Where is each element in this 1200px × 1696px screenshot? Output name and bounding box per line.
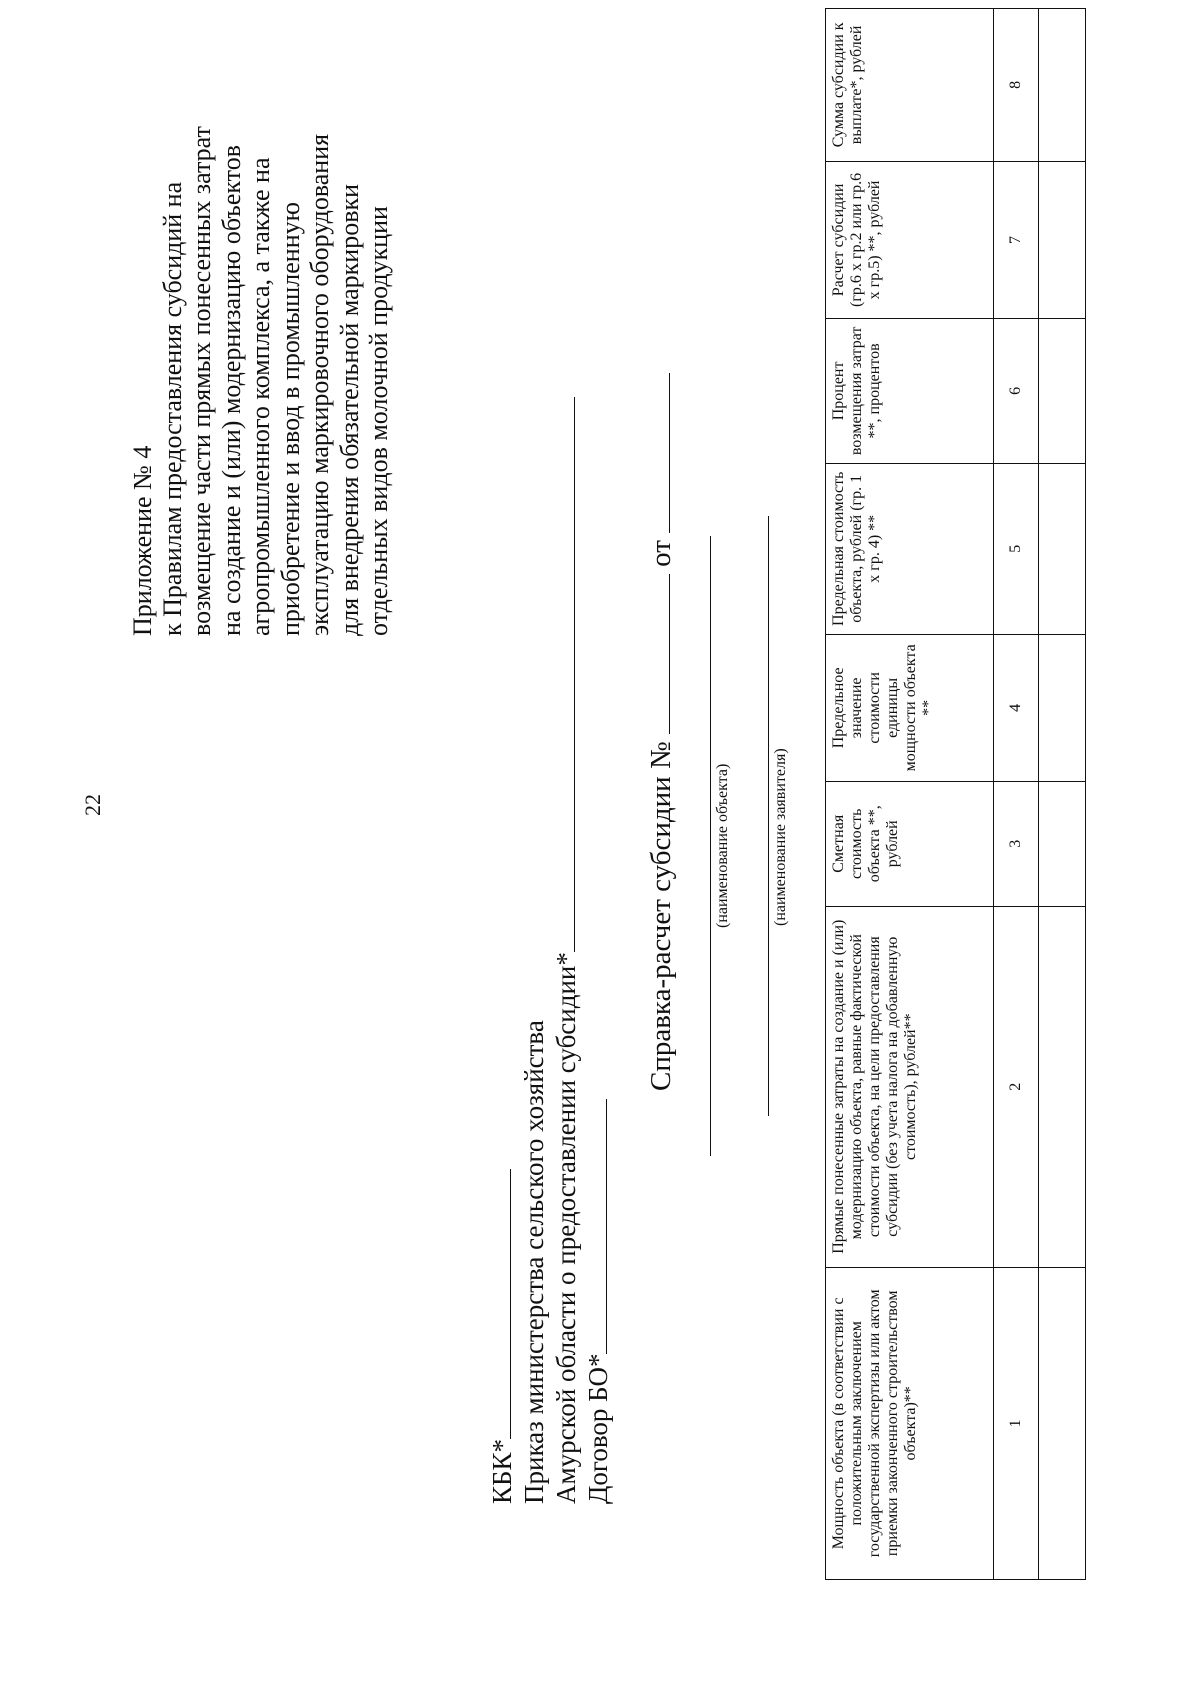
order-row	[550, 397, 582, 1504]
header-reimbursement-percent: Процент возмещения затрат **, процентов	[826, 319, 994, 464]
object-hint: (наименование объекта)	[714, 763, 731, 928]
appendix-line: эксплуатацию маркировочного оборудования	[305, 133, 334, 636]
column-number: 6	[994, 319, 1039, 464]
page-number: 22	[80, 794, 105, 816]
contract-input-line[interactable]	[584, 1099, 607, 1354]
header-capacity: Мощность объекта (в соответствии с положительным заключением государственной экспертизы или актом приемки законченного строительством объекта)**	[826, 1267, 994, 1579]
object-name-line[interactable]	[710, 536, 711, 1156]
appendix-line: к Правилам предоставления субсидий на	[157, 181, 187, 636]
column-number: 4	[994, 634, 1039, 781]
order-label: Амурской области о предоставлении субсидии*	[551, 952, 581, 1504]
kbk-row	[486, 397, 518, 1504]
appendix-header	[128, 126, 394, 636]
header-limit-cost: Предельная стоимость объекта, рублей (гр. 1 х гр. 4) **	[826, 463, 994, 634]
contract-row	[582, 397, 614, 1504]
applicant-hint: (наименование заявителя)	[772, 748, 789, 926]
applicant-name-line[interactable]	[768, 516, 769, 1116]
column-number: 5	[994, 463, 1039, 634]
certificate-number-line[interactable]	[647, 574, 670, 734]
header-subsidy-calculation: Расчет субсидии (гр.6 х гр.2 или гр.6 х гр.5) **, рублей	[826, 161, 994, 318]
from-label: от	[645, 540, 677, 567]
form-title	[645, 373, 678, 1091]
table-cell[interactable]	[1039, 1267, 1086, 1579]
appendix-line: агропромышленного комплекса, а также на	[246, 157, 275, 636]
header-unit-limit: Предельное значение стоимости единицы мощности объекта **	[826, 634, 994, 781]
column-number: 7	[994, 161, 1039, 318]
contract-label: Договор БО*	[583, 1353, 613, 1504]
table-cell[interactable]	[1039, 319, 1086, 464]
header-direct-costs: Прямые понесенные затраты на создание и (или) модернизацию объекта, равные фактической стоимости объекта, на цели предоставления субсидии (без учета налога на добавленную стоимость), рублей**	[826, 906, 994, 1267]
certificate-date-line[interactable]	[647, 373, 670, 533]
appendix-line: для внедрения обязательной маркировки	[334, 183, 364, 636]
order-input-line[interactable]	[552, 397, 575, 952]
table-row	[1039, 9, 1086, 1580]
appendix-line: на создание и (или) модернизацию объектов	[216, 145, 246, 636]
column-number: 1	[994, 1267, 1039, 1579]
table-cell[interactable]	[1039, 906, 1086, 1267]
appendix-line: приобретение и ввод в промышленную	[275, 201, 305, 636]
subsidy-table	[825, 8, 1086, 1580]
header-subsidy-payout: Сумма субсидии к выплате*, рублей	[826, 9, 994, 162]
table-cell[interactable]	[1039, 781, 1086, 906]
requisites-block	[486, 397, 614, 1504]
table-cell[interactable]	[1039, 634, 1086, 781]
title-text: Справка-расчет субсидии №	[645, 741, 677, 1091]
order-line-1: Приказ министерства сельского хозяйства	[519, 1020, 549, 1504]
column-number: 3	[994, 781, 1039, 906]
column-number: 8	[994, 9, 1039, 162]
kbk-label: КБК*	[487, 1438, 517, 1504]
header-estimated-cost: Сметная стоимость объекта **, рублей	[826, 781, 994, 906]
table-header-row	[826, 9, 994, 1580]
table-cell[interactable]	[1039, 463, 1086, 634]
column-number-row	[994, 9, 1039, 1580]
appendix-line: возмещение части прямых понесенных затрат	[187, 126, 216, 636]
table-cell[interactable]	[1039, 9, 1086, 162]
column-number: 2	[994, 906, 1039, 1267]
kbk-input-line[interactable]	[488, 1169, 511, 1439]
table-cell[interactable]	[1039, 161, 1086, 318]
appendix-line: отдельных видов молочной продукции	[364, 206, 393, 636]
appendix-line: Приложение № 4	[128, 445, 157, 636]
